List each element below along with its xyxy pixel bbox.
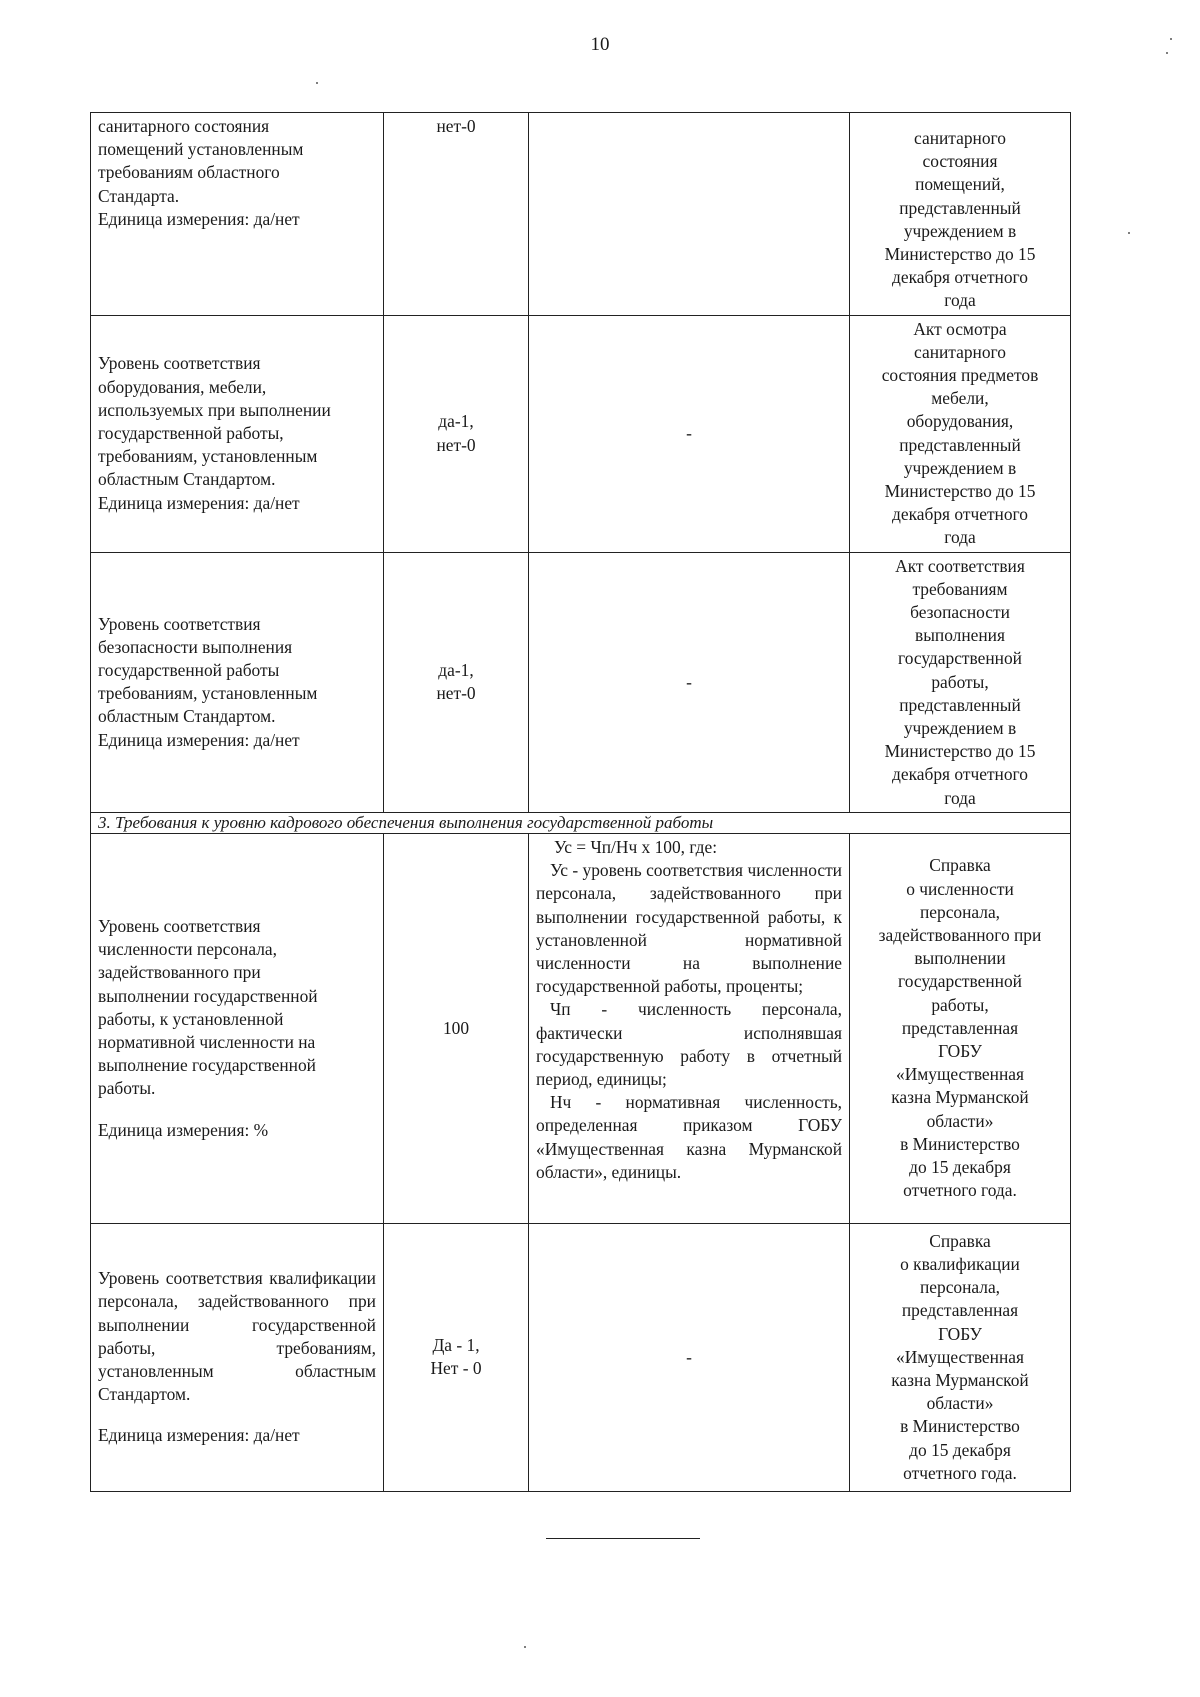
indicator-name: Уровень соответствия безопасности выполнения государственной работы требованиям, установленным областным Стандартом. Единица измерения: да/нет xyxy=(91,552,384,812)
scan-speck xyxy=(1166,52,1168,54)
indicator-formula xyxy=(529,113,850,316)
indicator-source: Справка о численности персонала, задействованного при выполнении государственной работы, представленная ГОБУ «Имущественная казна Мурманской области» в Министерство до 15 декабря отчетного года. xyxy=(850,833,1071,1223)
table-row xyxy=(91,552,1071,812)
section-heading: 3. Требования к уровню кадрового обеспечения выполнения государственной работы xyxy=(91,812,1071,833)
indicator-value: нет-0 xyxy=(384,113,529,316)
indicator-source: Акт соответствия требованиям безопасности выполнения государственной работы, представленный учреждением в Министерство до 15 декабря отчетного года xyxy=(850,552,1071,812)
scan-speck xyxy=(316,82,318,84)
requirements-table xyxy=(90,112,1071,1492)
scan-speck xyxy=(524,1646,526,1648)
indicator-name-cell xyxy=(91,833,384,1223)
section-heading-row xyxy=(91,812,1071,833)
indicator-unit: Единица измерения: % xyxy=(98,1119,269,1140)
indicator-name: санитарного состояния помещений установленным требованиям областного Стандарта. Единица измерения: да/нет xyxy=(91,113,384,316)
table-row xyxy=(91,315,1071,552)
indicator-source: санитарного состояния помещений, представленный учреждением в Министерство до 15 декабря отчетного года xyxy=(850,113,1071,316)
indicator-formula-cell xyxy=(529,833,850,1223)
indicator-name-cell xyxy=(91,1223,384,1491)
scan-speck xyxy=(1170,38,1172,40)
indicator-value: да-1, нет-0 xyxy=(384,315,529,552)
table-row xyxy=(91,833,1071,1223)
formula-nch: Нч - нормативная численность, определенная приказом ГОБУ «Имущественная казна Мурманской области», единицы. xyxy=(536,1092,842,1182)
indicator-formula: - xyxy=(529,552,850,812)
indicator-name: Уровень соответствия численности персонала, задействованного при выполнении государственной работы, к установленной нормативной численности на выполнение государственной работы. xyxy=(98,915,318,1099)
indicator-formula: - xyxy=(529,315,850,552)
page-number: 10 xyxy=(590,34,610,55)
indicator-name: Уровень соответствия квалификации персонала, задействованного при выполнении государственной работы, требованиям, установленным областным Стандартом. xyxy=(98,1268,376,1405)
indicator-name: Уровень соответствия оборудования, мебели, используемых при выполнении государственной работы, требованиям, установленным областным Стандартом. Единица измерения: да/нет xyxy=(91,315,384,552)
indicator-formula: - xyxy=(529,1223,850,1491)
formula-chp: Чп - численность персонала, фактически исполнявшая государственную работу в отчетный период, единицы; xyxy=(536,999,842,1089)
indicator-source: Акт осмотра санитарного состояния предметов мебели, оборудования, представленный учреждением в Министерство до 15 декабря отчетного года xyxy=(850,315,1071,552)
end-of-document-rule xyxy=(546,1538,700,1539)
indicator-unit: Единица измерения: да/нет xyxy=(98,1425,300,1446)
indicator-value: 100 xyxy=(384,833,529,1223)
indicator-source: Справка о квалификации персонала, представленная ГОБУ «Имущественная казна Мурманской области» в Министерство до 15 декабря отчетного года. xyxy=(850,1223,1071,1491)
formula-uc: Ус - уровень соответствия численности персонала, задействованного при выполнении государственной работы, к установленной нормативной численности на выполнение государственной работы, проценты; xyxy=(536,860,842,997)
formula-header: Ус = Чп/Нч х 100, где: xyxy=(554,836,718,857)
table-row xyxy=(91,113,1071,316)
scan-speck xyxy=(1128,232,1130,234)
indicator-value: да-1, нет-0 xyxy=(384,552,529,812)
indicator-value: Да - 1, Нет - 0 xyxy=(384,1223,529,1491)
table-row xyxy=(91,1223,1071,1491)
